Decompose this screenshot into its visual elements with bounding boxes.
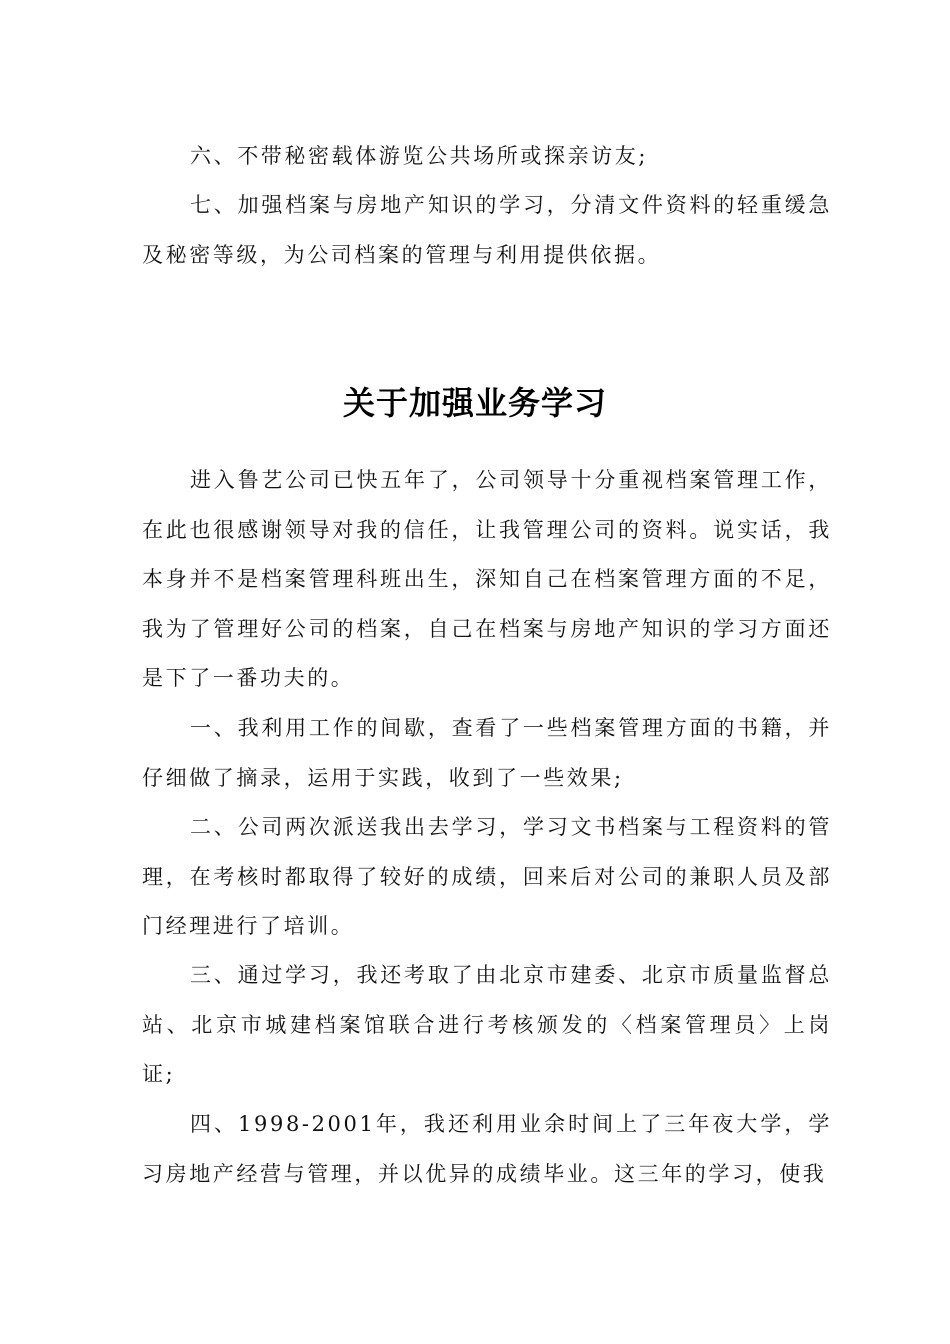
paragraph-item-two: 二、公司两次派送我出去学习，学习文书档案与工程资料的管理，在考核时都取得了较好的成绩，回来后对公司的兼职人员及部门经理进行了培训。 (142, 815, 832, 938)
paragraph-item-seven: 七、加强档案与房地产知识的学习，分清文件资料的轻重缓急及秘密等级，为公司档案的管理与利用提供依据。 (142, 193, 832, 267)
paragraph-item-three: 三、通过学习，我还考取了由北京市建委、北京市质量监督总站、北京市城建档案馆联合进行考核颁发的〈档案管理员〉上岗证; (142, 963, 832, 1086)
paragraph-item-one: 一、我利用工作的间歇，查看了一些档案管理方面的书籍，并仔细做了摘录，运用于实践，收到了一些效果; (142, 716, 832, 790)
paragraph-item-six: 六、不带秘密载体游览公共场所或探亲访友; (190, 144, 649, 168)
paragraph-intro: 进入鲁艺公司已快五年了，公司领导十分重视档案管理工作，在此也很感谢领导对我的信任，让我管理公司的资料。说实话，我本身并不是档案管理科班出生，深知自己在档案管理方面的不足，我为了管理好公司的档案，自己在档案与房地产知识的学习方面还是下了一番功夫的。 (142, 468, 832, 690)
paragraph-item-four: 四、1998-2001年，我还利用业余时间上了三年夜大学，学习房地产经营与管理，并以优异的成绩毕业。这三年的学习，使我 (142, 1112, 832, 1186)
section-title: 关于加强业务学习 (342, 384, 607, 422)
